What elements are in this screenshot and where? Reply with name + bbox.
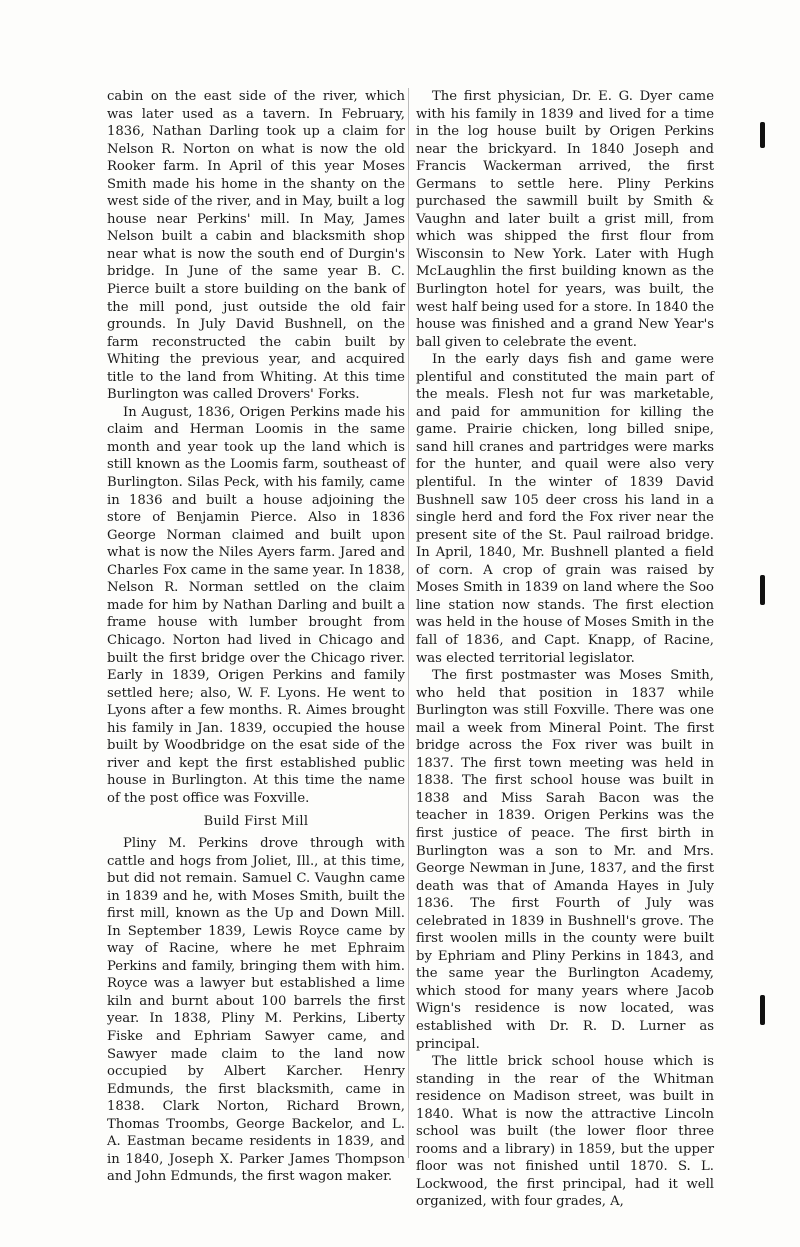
binding-mark — [760, 575, 765, 605]
left-paragraph-2: In August, 1836, Origen Perkins made his claim and Herman Loomis in the same month and year took up the land which is still known as the Loomis farm, southeast of Burlington. Silas Peck, with his family, came in 1836 and built a house adjoining the store of Benjamin Pierce. Also in 1836 George Norman claimed and built upon what is now the Niles Ayers farm. Jared and Charles Fox came in the same year. In 1838, Nelson R. Norman settled on the claim made for him by Nathan Darling and built a frame house with lumber brought from Chicago. Norton had lived in Chicago and built the first bridge over the Chicago river. Early in 1839, Origen Perkins and family settled here; also, W. F. Lyons. He went to Lyons after a few months. R. Aimes brought his family in Jan. 1839, occupied the house built by Woodbridge on the esat side of the river and kept the first established public house in Burlington. At this time the name of the post office was Foxville. — [107, 404, 405, 806]
binding-mark — [760, 995, 765, 1025]
column-divider — [408, 88, 409, 1158]
right-paragraph-3: The first postmaster was Moses Smith, who held that position in 1837 while Burlington was still Foxville. There was one mail a week from Mineral Point. The first bridge across the Fox river was built in 1837. The first town meeting was held in 1838. The first school house was built in 1838 and Miss Sarah Bacon was the teacher in 1839. Origen Perkins was the first justice of peace. The first birth in Burlington was a son to Mr. and Mrs. George Newman in June, 1837, and the first death was that of Amanda Hayes in July 1836. The first Fourth of July was celebrated in 1839 in Bushnell's grove. The first woolen mills in the county were built by Ephriam and Pliny Perkins in 1843, and the same year the Burlington Academy, which stood for many years where Jacob Wign's residence is now located, was established with Dr. R. D. Lurner as principal. — [416, 668, 714, 1052]
right-paragraph-1: The first physician, Dr. E. G. Dyer came with his family in 1839 and lived for a time in the log house built by Origen Perkins near the brickyard. In 1840 Joseph and Francis Wackerman arrived, the first Germans to settle here. Pliny Perkins purchased the sawmill built by Smith & Vaughn and later built a grist mill, from which was shipped the first flour from Wisconsin to New York. Later with Hugh McLaughlin the first building known as the Burlington hotel for years, was built, the west half being used for a store. In 1840 the house was finished and a grand New Year's ball given to celebrate the event. — [416, 89, 714, 350]
left-paragraph-1: cabin on the east side of the river, which was later used as a tavern. In February, 1836, Nathan Darling took up a claim for Nelson R. Norton on what is now the old Rooker farm. In April of this year Moses Smith made his home in the shanty on the west side of the river, and in May, built a log house near Perkins' mill. In May, James Nelson built a cabin and blacksmith shop near what is now the south end of Durgin's bridge. In June of the same year B. C. Pierce built a store building on the bank of the mill pond, just outside the old fair grounds. In July David Bushnell, on the farm reconstructed the cabin built by Whiting the previous year, and acquired title to the land from Whiting. At this time Burlington was called Drovers' Forks. — [107, 89, 405, 403]
left-column — [107, 88, 405, 1186]
left-paragraph-3: Pliny M. Perkins drove through with cattle and hogs from Joliet, Ill., at this time, but did not remain. Samuel C. Vaughn came in 1839 and he, with Moses Smith, built the first mill, known as the Up and Down Mill. In September 1839, Lewis Royce came by way of Racine, where he met Ephraim Perkins and family, bringing them with him. Royce was a lawyer but established a lime kiln and burnt about 100 barrels the first year. In 1838, Pliny M. Perkins, Liberty Fiske and Ephriam Sawyer came, and Sawyer made claim to the land now occupied by Albert Karcher. Henry Edmunds, the first blacksmith, came in 1838. Clark Norton, Richard Brown, Thomas Troombs, George Backelor, and L. A. Eastman became residents in 1839, and in 1840, Joseph X. Parker James Thompson and John Edmunds, the first wagon maker. — [107, 835, 405, 1185]
right-paragraph-4: The little brick school house which is standing in the rear of the Whitman residence on Madison street, was built in 1840. What is now the attractive Lincoln school was built (the lower floor three rooms and a library) in 1859, but the upper floor was not finished until 1870. S. L. Lockwood, the first principal, had it well organized, with four grades, A, — [416, 1054, 714, 1210]
right-paragraph-2: In the early days fish and game were plentiful and constituted the main part of the meals. Flesh not fur was marketable, and paid for ammunition for killing the game. Prairie chicken, long billed snipe, sand hill cranes and partridges were marks for the hunter, and quail were also very plentiful. In the winter of 1839 David Bushnell saw 105 deer cross his land in a single herd and ford the Fox river near the present site of the St. Paul railroad bridge. In April, 1840, Mr. Bushnell planted a field of corn. A crop of grain was raised by Moses Smith in 1839 on land where the Soo line station now stands. The first election was held in the house of Moses Smith in the fall of 1836, and Capt. Knapp, of Racine, was elected territorial legislator. — [416, 352, 714, 666]
right-column — [416, 88, 714, 1211]
section-heading: Build First Mill — [203, 814, 309, 830]
binding-mark — [760, 122, 765, 148]
